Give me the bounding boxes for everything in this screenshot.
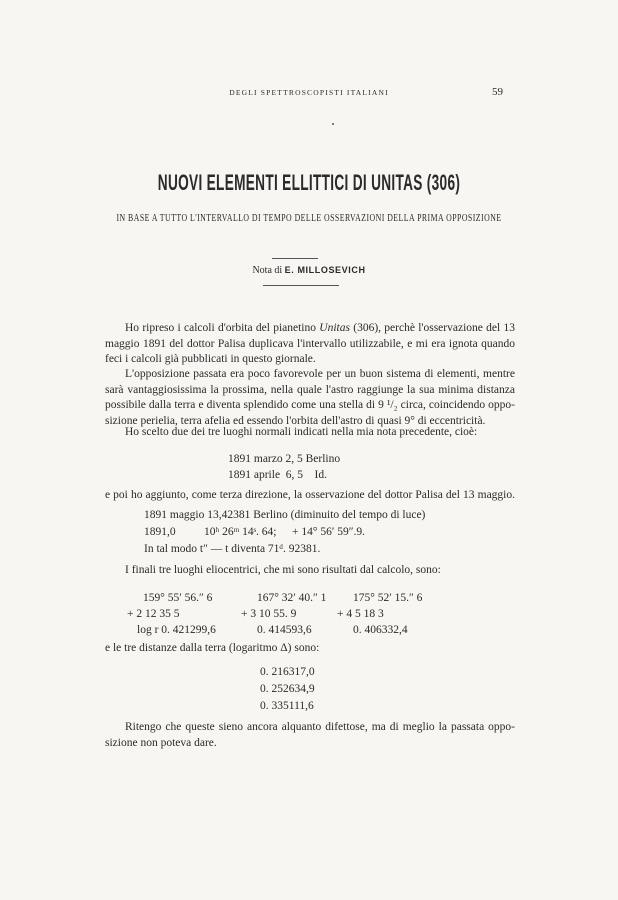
paragraph-line: maggio 1891 del dottor Palisa duplicava l'intervallo utilizzabile, e mi era ignota quando [105, 337, 515, 350]
helio-col2-row2: + 3 10 55. 9 [241, 608, 297, 620]
paragraph-2 [105, 367, 515, 429]
distance-3: 0. 335111,6 [260, 700, 314, 712]
heliocentric-places [127, 592, 467, 644]
normal-place-2: 1891 aprile 6, 5 Id. [228, 469, 328, 481]
paragraph-line: L'opposizione passata era poco favorevole per un buon sistema di elementi, mentre [125, 368, 515, 380]
observation-ra: 10ʰ 26ᵐ 14ˢ. 64; [204, 526, 277, 538]
paragraph-line: Ritengo che queste sieno ancora alquanto difettose, ma di meglio la passata oppo- [125, 721, 515, 733]
helio-col3-row2: + 4 5 18 3 [337, 608, 384, 620]
observation-line-3: In tal modo t″ — t diventa 71ᵈ. 92381. [144, 543, 321, 555]
article-subtitle: IN BASE A TUTTO L'INTERVALLO DI TEMPO DELLE OSSERVAZIONI DELLA PRIMA OPPOSIZIONE [116, 213, 502, 224]
paragraph-line: feci i calcoli già pubblicati in questo giornale. [105, 353, 316, 365]
paragraph-6 [105, 641, 515, 657]
ink-speck [332, 123, 334, 125]
paragraph-line: Ho scelto due dei tre luoghi normali indicati nella mia nota precedente, cioè: [125, 426, 478, 438]
helio-col2-row1: 167° 32′ 40.″ 1 [257, 592, 327, 604]
observation-epoch: 1891,0 [144, 526, 176, 538]
helio-col3-row3: 0. 406332,4 [353, 624, 408, 636]
helio-col2-row3: 0. 414593,6 [257, 624, 312, 636]
byline-author: E. MILLOSEVICH [284, 265, 366, 275]
paragraph-line: I finali tre luoghi eliocentrici, che mi sono risultati dal calcolo, sono: [125, 564, 441, 576]
paragraph-line: e le tre distanze dalla terra (logaritmo Δ) sono: [105, 642, 320, 654]
paragraph-line: Ho ripreso i calcoli d'orbita del pianetino Unitas (306), perchè l'osservazione del 13 [125, 322, 515, 334]
paragraph-line: sizione non poteva dare. [105, 736, 217, 749]
running-head: DEGLI SPETTROSCOPISTI ITALIANI [229, 88, 389, 97]
paragraph-line: possibile dalla terra e diventa splendido come una stella di 9 ¹/₂ circa, coincidendo oppo- [105, 399, 515, 411]
paragraph-5 [105, 563, 515, 579]
helio-col3-row1: 175° 52′ 15.″ 6 [353, 592, 423, 604]
helio-col1-row2: + 2 12 35 5 [127, 608, 180, 620]
helio-col1-row3: log r 0. 421299,6 [137, 624, 216, 636]
paragraph-4 [105, 488, 515, 504]
normal-place-1: 1891 marzo 2, 5 Berlino [228, 453, 341, 465]
paragraph-3 [105, 425, 515, 441]
byline-prefix: Nota di [252, 265, 283, 276]
observation-line-1: 1891 maggio 13,42381 Berlino (diminuito del tempo di luce) [144, 509, 426, 521]
title-rule [272, 258, 318, 259]
paragraph-7 [105, 720, 515, 751]
byline-rule [263, 285, 339, 286]
observation-dec: + 14° 56′ 59″.9. [292, 526, 366, 538]
distance-1: 0. 216317,0 [260, 666, 315, 678]
byline [0, 265, 618, 276]
page-number: 59 [492, 86, 503, 98]
paragraph-line: sarà vantaggiosissima la prossima, nella quale l'astro raggiunge la sua minima distanza [105, 383, 515, 396]
article-title: NUOVI ELEMENTI ELLITTICI DI UNITAS (306) [157, 170, 461, 195]
paragraph-line: e poi ho aggiunto, come terza direzione, la osservazione del dottor Palisa del 13 maggio. [105, 489, 515, 501]
distance-2: 0. 252634,9 [260, 683, 315, 695]
helio-col1-row1: 159° 55′ 56.″ 6 [143, 592, 213, 604]
paragraph-line: sizione perielia, terra afelia ed essendo l'orbita dell'astro di quasi 9° di eccentricità. [105, 414, 486, 427]
paragraph-1 [105, 321, 515, 368]
